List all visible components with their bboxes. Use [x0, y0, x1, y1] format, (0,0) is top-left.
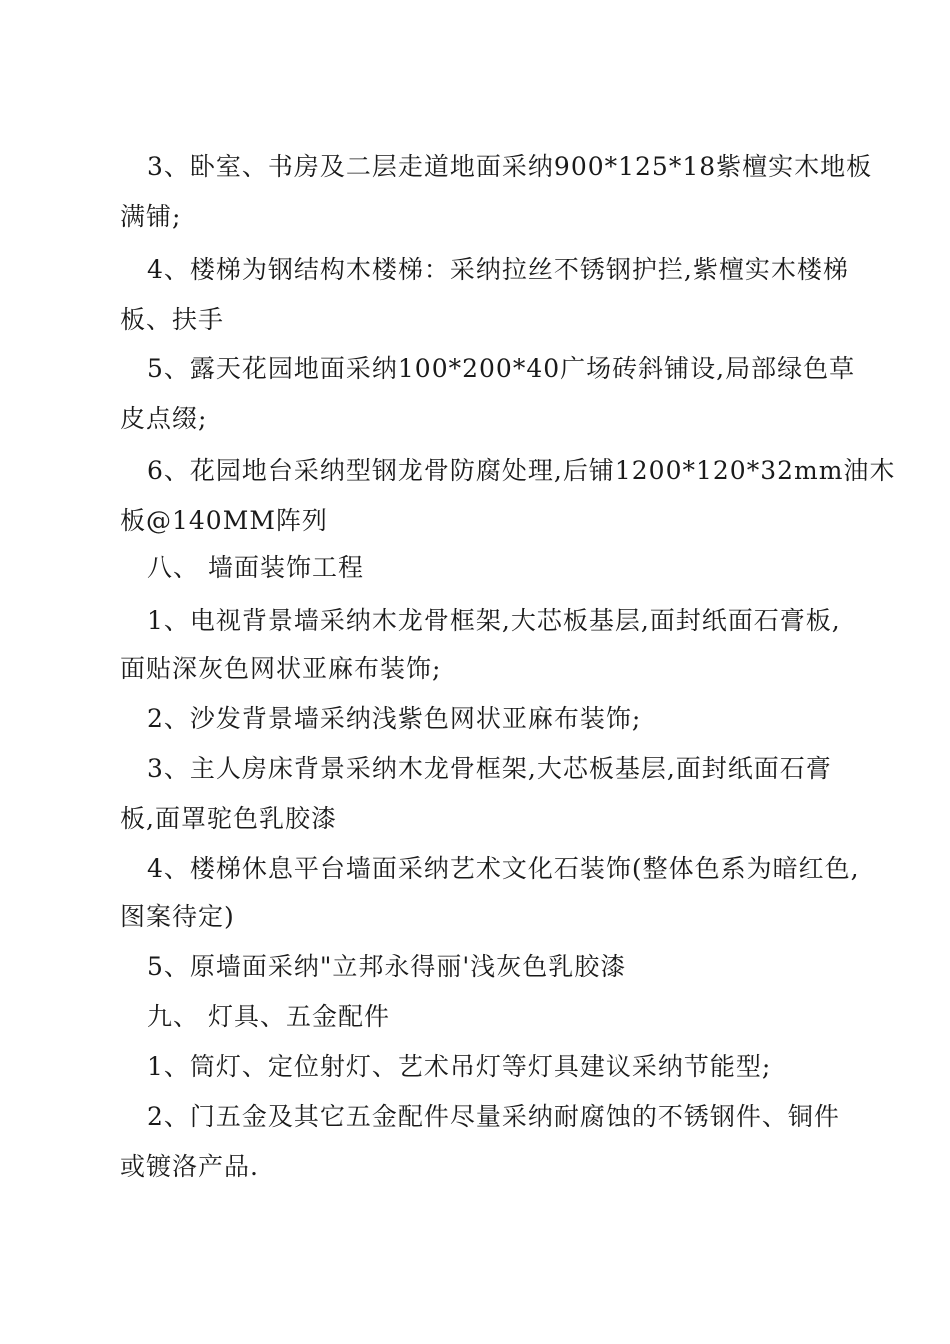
section-heading-walls: 八、 墙面装饰工程 — [147, 553, 364, 582]
list-item-1-tv-wall-cont: 面贴深灰色网状亚麻布装饰; — [120, 654, 442, 683]
list-item-1-tv-wall: 1、电视背景墙采纳木龙骨框架,大芯板基层,面封纸面石膏板, — [147, 606, 841, 635]
list-item-3-bed-wall: 3、主人房床背景采纳木龙骨框架,大芯板基层,面封纸面石膏 — [147, 754, 832, 783]
list-item-3-floor: 3、卧室、书房及二层走道地面采纳900*125*18紫檀实木地板 — [147, 152, 873, 181]
list-item-1-lights: 1、筒灯、定位射灯、艺术吊灯等灯具建议采纳节能型; — [147, 1052, 772, 1081]
list-item-2-hardware: 2、门五金及其它五金配件尽量采纳耐腐蚀的不锈钢件、铜件 — [147, 1102, 840, 1131]
list-item-4-landing-wall: 4、楼梯休息平台墙面采纳艺术文化石装饰(整体色系为暗红色, — [147, 854, 860, 883]
list-item-5-garden-cont: 皮点缀; — [120, 404, 208, 433]
list-item-4-landing-wall-cont: 图案待定) — [120, 902, 235, 931]
list-item-6-deck-cont: 板@140MM阵列 — [120, 506, 328, 535]
list-item-5-garden: 5、露天花园地面采纳100*200*40广场砖斜铺设,局部绿色草 — [147, 354, 856, 383]
list-item-4-stairs: 4、楼梯为钢结构木楼梯：采纳拉丝不锈钢护拦,紫檀实木楼梯 — [147, 255, 849, 284]
list-item-2-sofa-wall: 2、沙发背景墙采纳浅紫色网状亚麻布装饰; — [147, 704, 642, 733]
list-item-3-bed-wall-cont: 板,面罩驼色乳胶漆 — [120, 804, 337, 833]
section-heading-lighting: 九、 灯具、五金配件 — [147, 1002, 390, 1031]
list-item-6-deck: 6、花园地台采纳型钢龙骨防腐处理,后铺1200*120*32mm油木 — [147, 456, 896, 485]
list-item-5-original-wall: 5、原墙面采纳"立邦永得丽'浅灰色乳胶漆 — [147, 952, 627, 981]
list-item-3-floor-cont: 满铺; — [120, 202, 182, 231]
list-item-4-stairs-cont: 板、扶手 — [120, 305, 225, 334]
list-item-2-hardware-cont: 或镀洛产品. — [120, 1152, 259, 1181]
